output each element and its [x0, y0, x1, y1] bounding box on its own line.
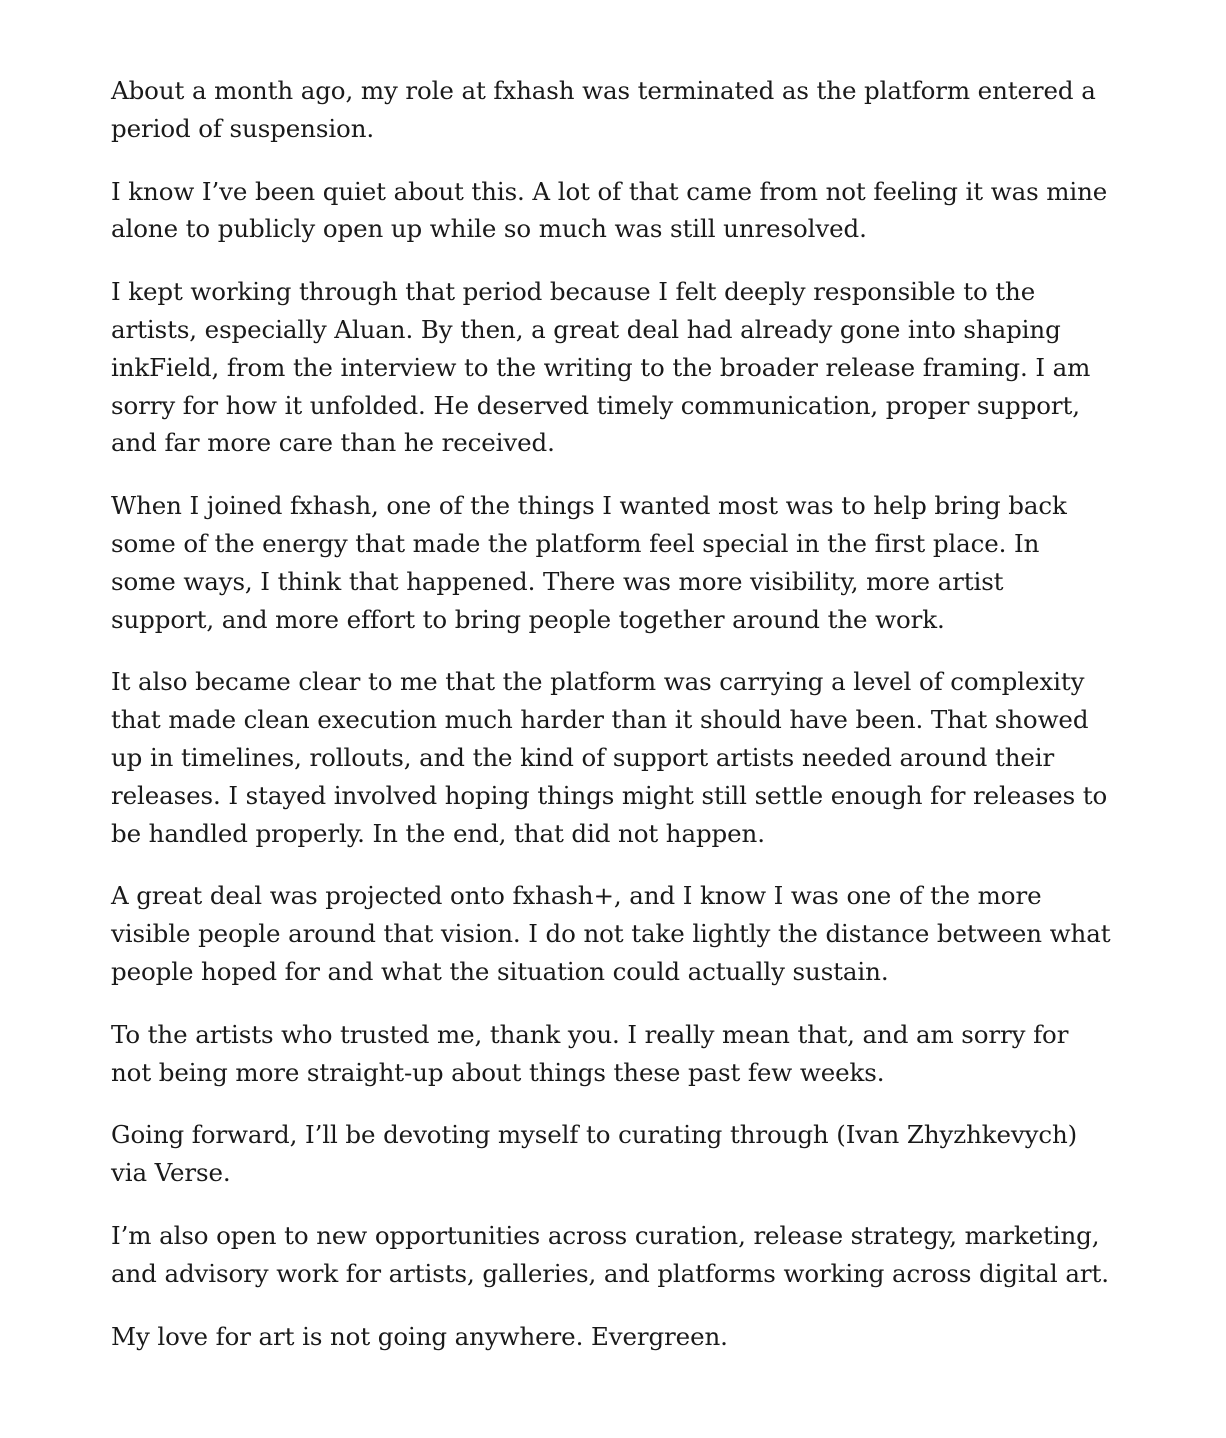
paragraph-2: I know I’ve been quiet about this. A lot of that came from not feeling it was mine alone to publicly open up while so much was still unresolved.	[111, 176, 1108, 244]
paragraph-7: To the artists who trusted me, thank you. I really mean that, and am sorry for not being more straight-up about things these past few weeks.	[111, 1019, 1069, 1087]
paragraph-3: I kept working through that period because I felt deeply responsible to the artists, especially Aluan. By then, a great deal had already gone into shaping inkField, from the interview to the writing to the broader release framing. I am sorry for how it unfolded. He deserved timely communication, proper support, and far more care than he received.	[111, 277, 1091, 458]
paragraph-8: Going forward, I’ll be devoting myself to curating through (Ivan Zhyzhkevych) via Verse.	[111, 1120, 1078, 1188]
paragraph-6: A great deal was projected onto fxhash+, and I know I was one of the more visible people around that vision. I do not take lightly the distance between what people hoped for and what the situation could actually sustain.	[111, 881, 1111, 986]
paragraph-5: It also became clear to me that the platform was carrying a level of complexity that made clean execution much harder than it should have been. That showed up in timelines, rollouts, and the kind of support artists needed around their releases. I stayed involved hoping things might still settle enough for releases to be handled properly. In the end, that did not happen.	[111, 667, 1108, 848]
article-body	[111, 72, 1111, 1380]
paragraph-10: My love for art is not going anywhere. Evergreen.	[111, 1321, 728, 1351]
paragraph-1: About a month ago, my role at fxhash was terminated as the platform entered a period of suspension.	[111, 76, 1096, 143]
paragraph-9: I’m also open to new opportunities across curation, release strategy, marketing, and advisory work for artists, galleries, and platforms working across digital art.	[111, 1220, 1109, 1288]
paragraph-4: When I joined fxhash, one of the things I wanted most was to help bring back some of the energy that made the platform feel special in the first place. In some ways, I think that happened. There was more visibility, more artist support, and more effort to bring people together around the work.	[111, 491, 1067, 634]
